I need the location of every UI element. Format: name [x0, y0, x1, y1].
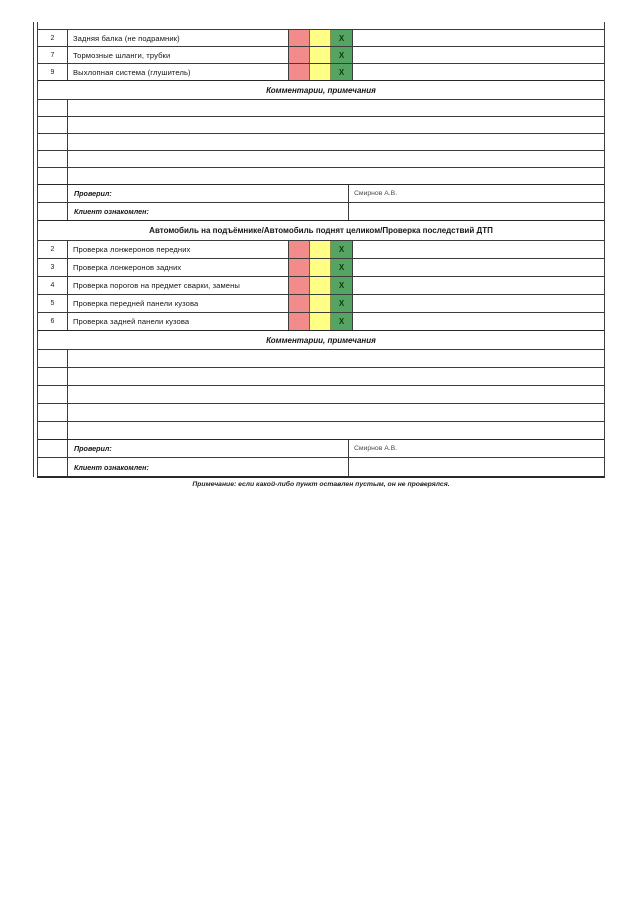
comment-row-index — [38, 168, 68, 184]
status-cell-red — [289, 277, 310, 294]
status-cell-yellow — [310, 295, 331, 312]
client-ack-label: Клиент ознакомлен: — [68, 203, 349, 220]
comment-field — [68, 117, 604, 133]
row-number: 6 — [38, 313, 68, 330]
status-cell-green — [331, 64, 353, 80]
comment-row — [38, 422, 604, 440]
check-mark: X — [338, 67, 345, 77]
comment-row — [38, 404, 604, 422]
row-number: 5 — [38, 295, 68, 312]
item-label: Выхлопная система (глушитель) — [68, 64, 289, 80]
row-number: 2 — [38, 241, 68, 258]
table-row — [38, 295, 604, 313]
inspection-form-table — [37, 22, 605, 478]
notes-cell — [353, 277, 604, 294]
status-cell-red — [289, 259, 310, 276]
comment-row — [38, 100, 604, 117]
comment-row-index — [38, 404, 68, 421]
comments-header: Комментарии, примечания — [38, 81, 604, 100]
status-cell-green — [331, 30, 353, 46]
checked-by-value: Смирнов А.В. — [354, 445, 398, 452]
row-number: 7 — [38, 47, 68, 63]
comment-row-index — [38, 100, 68, 116]
comment-field — [68, 368, 604, 385]
item-label: Проверка лонжеронов задних — [68, 259, 289, 276]
item-label: Проверка задней панели кузова — [68, 313, 289, 330]
row-number: 4 — [38, 277, 68, 294]
checked-by-value: Смирнов А.В. — [354, 190, 398, 197]
client-ack-row — [38, 203, 604, 221]
status-cell-yellow — [310, 259, 331, 276]
check-mark: X — [338, 299, 345, 308]
table-row — [38, 313, 604, 331]
item-label: Тормозные шланги, трубки — [68, 47, 289, 63]
empty-cell — [38, 458, 68, 476]
status-cell-green — [331, 295, 353, 312]
status-cell-red — [289, 47, 310, 63]
client-ack-row — [38, 458, 604, 476]
comment-field — [68, 134, 604, 150]
status-cell-green — [331, 241, 353, 258]
notes-cell — [353, 259, 604, 276]
footer-note: Примечание: если какой-либо пункт оставлен пустым, он не проверялся. — [192, 481, 450, 488]
status-cell-yellow — [310, 30, 331, 46]
status-cell-red — [289, 30, 310, 46]
client-ack-value — [349, 203, 604, 220]
comment-field — [68, 100, 604, 116]
table-row — [38, 259, 604, 277]
check-mark: X — [338, 281, 345, 290]
comment-row-index — [38, 386, 68, 403]
comment-row — [38, 350, 604, 368]
item-label: Проверка порогов на предмет сварки, замены — [68, 277, 289, 294]
comment-row — [38, 386, 604, 404]
status-cell-red — [289, 295, 310, 312]
notes-cell — [353, 241, 604, 258]
comment-row-index — [38, 151, 68, 167]
checked-by-label: Проверил: — [68, 440, 349, 457]
item-label: Проверка лонжеронов передних — [68, 241, 289, 258]
status-cell-red — [289, 64, 310, 80]
status-cell-yellow — [310, 277, 331, 294]
client-ack-value — [349, 458, 604, 476]
notes-cell — [353, 295, 604, 312]
status-cell-green — [331, 277, 353, 294]
notes-cell — [353, 313, 604, 330]
comment-field — [68, 350, 604, 367]
comment-row — [38, 117, 604, 134]
status-cell-green — [331, 313, 353, 330]
comment-row-index — [38, 422, 68, 439]
notes-cell — [353, 47, 604, 63]
status-cell-red — [289, 241, 310, 258]
section-title: Автомобиль на подъёмнике/Автомобиль поднят целиком/Проверка последствий ДТП — [38, 221, 604, 241]
status-cell-green — [331, 259, 353, 276]
table-row — [38, 64, 604, 81]
check-mark: X — [338, 263, 345, 272]
empty-cell — [38, 203, 68, 220]
comment-row — [38, 168, 604, 185]
checked-by-row — [38, 185, 604, 203]
row-number: 3 — [38, 259, 68, 276]
page-edge-rule — [33, 22, 34, 477]
comment-field — [68, 404, 604, 421]
status-cell-green — [331, 47, 353, 63]
row-number: 2 — [38, 30, 68, 46]
checked-by-label: Проверил: — [68, 185, 349, 202]
table-row — [38, 277, 604, 295]
comment-row — [38, 368, 604, 386]
comment-field — [68, 168, 604, 184]
row-number: 9 — [38, 64, 68, 80]
comments-header: Комментарии, примечания — [38, 331, 604, 350]
status-cell-yellow — [310, 64, 331, 80]
status-cell-yellow — [310, 241, 331, 258]
empty-cell — [38, 440, 68, 457]
cut-off-row — [38, 22, 604, 30]
check-mark: X — [338, 317, 345, 326]
check-mark: X — [338, 33, 345, 43]
empty-cell — [38, 185, 68, 202]
check-mark: X — [338, 50, 345, 60]
notes-cell — [353, 30, 604, 46]
comment-row — [38, 151, 604, 168]
comment-field — [68, 386, 604, 403]
table-row — [38, 241, 604, 259]
status-cell-yellow — [310, 313, 331, 330]
comment-row-index — [38, 134, 68, 150]
status-cell-red — [289, 313, 310, 330]
table-row — [38, 47, 604, 64]
comment-field — [68, 422, 604, 439]
status-cell-yellow — [310, 47, 331, 63]
check-mark: X — [338, 245, 345, 254]
comment-field — [68, 151, 604, 167]
checked-by-row — [38, 440, 604, 458]
item-label: Проверка передней панели кузова — [68, 295, 289, 312]
comment-row-index — [38, 350, 68, 367]
comment-row — [38, 134, 604, 151]
table-row — [38, 30, 604, 47]
item-label: Задняя балка (не подрамник) — [68, 30, 289, 46]
comment-row-index — [38, 117, 68, 133]
comment-row-index — [38, 368, 68, 385]
notes-cell — [353, 64, 604, 80]
client-ack-label: Клиент ознакомлен: — [68, 458, 349, 476]
